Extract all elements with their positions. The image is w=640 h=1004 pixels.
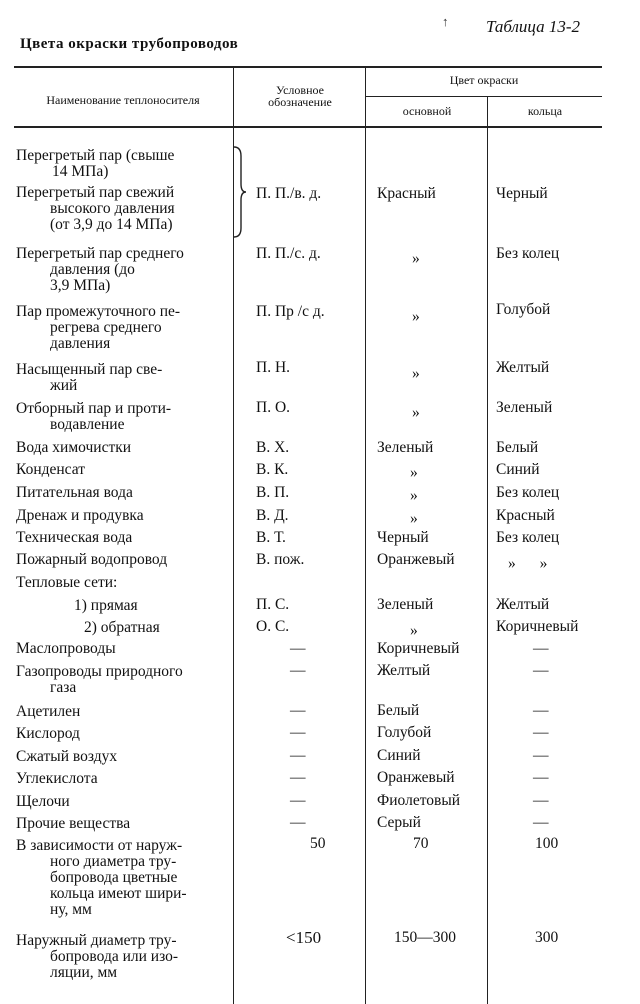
- row-name: Углекислота: [16, 770, 98, 787]
- column-divider-2: [365, 66, 366, 1004]
- row-ring-color: Без колец: [496, 245, 560, 262]
- page-mark: ↑: [442, 14, 449, 29]
- row-code: —: [290, 702, 306, 719]
- row-ring-color: —: [533, 662, 549, 679]
- row-code: В. Х.: [256, 439, 290, 456]
- row-name: Прочие вещества: [16, 815, 131, 832]
- row-ring-color: Желтый: [496, 596, 550, 613]
- row-code: <150: [286, 928, 322, 947]
- row-code: П. П./в. д.: [256, 185, 322, 202]
- row-main-color: 150—300: [394, 929, 456, 946]
- row-ring-color: —: [533, 702, 549, 719]
- row-ring-color: Голубой: [496, 301, 551, 318]
- row-ring-color: —: [533, 769, 549, 786]
- header-ring: кольца: [527, 104, 563, 118]
- row-code: —: [290, 662, 306, 679]
- row-code: —: [290, 814, 306, 831]
- row-ring-color: Белый: [496, 439, 539, 456]
- row-ring-color: Коричневый: [496, 618, 579, 635]
- row-ring-color: Черный: [496, 185, 548, 202]
- table-number: Таблица 13-2: [486, 17, 580, 36]
- row-ring-color: —: [533, 792, 549, 809]
- row-name: Конденсат: [16, 461, 85, 478]
- row-code: 50: [310, 835, 326, 852]
- header-name: [18, 94, 228, 106]
- row-name: Наружный диаметр тру- бопровода или изо- ляции, мм: [16, 932, 179, 981]
- row-ring-color: 100: [535, 835, 559, 852]
- row-code: П. О.: [256, 399, 291, 416]
- row-name: Насыщенный пар све- жий: [16, 361, 163, 394]
- row-main-color: Черный: [377, 529, 429, 546]
- row-main-color: »: [412, 365, 420, 382]
- row-code: В. П.: [256, 484, 290, 501]
- row-main-color: Оранжевый: [377, 769, 455, 786]
- row-ring-color: —: [533, 640, 549, 657]
- row-name: Пар промежуточного пе- регрева среднего давления: [16, 303, 181, 352]
- row-ring-color: Синий: [496, 461, 540, 478]
- row-name: Щелочи: [16, 793, 70, 810]
- row-main-color: »: [412, 308, 420, 325]
- row-main-color: Фиолетовый: [377, 792, 461, 809]
- table-title: Цвета окраски трубопроводов: [20, 36, 239, 52]
- row-name: Газопроводы природного газа: [16, 663, 183, 696]
- row-ring-color: Зеленый: [496, 399, 553, 416]
- row-code: П. Пр /с д.: [256, 303, 325, 320]
- row-name: Тепловые сети:: [16, 574, 118, 591]
- row-name: 1) прямая: [74, 597, 138, 614]
- table-top-rule: [14, 66, 602, 68]
- row-main-color: »: [410, 510, 418, 527]
- row-name: Пожарный водопровод: [16, 551, 168, 568]
- row-code: П. С.: [256, 596, 290, 613]
- header-code-line1: Условное: [276, 83, 324, 97]
- row-name: Питательная вода: [16, 484, 133, 501]
- row-name: Перегретый пар среднего давления (до 3,9 МПа): [16, 245, 184, 294]
- row-name: Техническая вода: [16, 529, 133, 546]
- row-ring-color: —: [533, 814, 549, 831]
- row-ring-color: Без колец: [496, 529, 560, 546]
- header-code: [236, 84, 364, 108]
- header-bottom-rule: [14, 126, 602, 128]
- row-main-color: Коричневый: [377, 640, 460, 657]
- row-ring-color: Без колец: [496, 484, 560, 501]
- row-name: 2) обратная: [84, 619, 160, 636]
- row-code: —: [290, 747, 306, 764]
- row-ring-color: —: [533, 747, 549, 764]
- row-main-color: Зеленый: [377, 596, 434, 613]
- row-code: П. Н.: [256, 359, 291, 376]
- row-main-color: Голубой: [377, 724, 432, 741]
- row-main-color: Синий: [377, 747, 421, 764]
- row-ring-color: 300: [535, 929, 559, 946]
- row-name: Перегретый пар (свыше 14 МПа): [16, 147, 175, 180]
- row-name: Маслопроводы: [16, 640, 116, 657]
- row-code: —: [290, 640, 306, 657]
- row-main-color: »: [412, 250, 420, 267]
- row-code: —: [290, 769, 306, 786]
- row-code: В. Т.: [256, 529, 286, 546]
- row-main-color: Белый: [377, 702, 420, 719]
- row-name: Перегретый пар свежий высокого давления (от 3,9 до 14 МПа): [16, 184, 175, 233]
- row-main-color: Желтый: [377, 662, 431, 679]
- row-ring-color: Желтый: [496, 359, 550, 376]
- row-code: В. Д.: [256, 507, 289, 524]
- header-code-line2: обозначение: [268, 95, 332, 109]
- header-color-group: Цвет окраски: [449, 73, 519, 87]
- color-group-rule: [366, 96, 602, 97]
- row-ring-color: —: [533, 724, 549, 741]
- row-name: Отборный пар и проти- водавление: [16, 400, 172, 433]
- row-main-color: »: [410, 622, 418, 639]
- row-name: Кислород: [16, 725, 80, 742]
- row-code: В. пож.: [256, 551, 305, 568]
- row-name: Дренаж и продувка: [16, 507, 144, 524]
- row-code: О. С.: [256, 618, 290, 635]
- row-ring-color: » »: [508, 555, 558, 572]
- row-name: Вода химочистки: [16, 439, 132, 456]
- row-name: Сжатый воздух: [16, 748, 118, 765]
- row-name: В зависимости от наруж- ного диаметра тру- бопровода цветные кольца имеют шири- ну, мм: [16, 837, 187, 918]
- row-main-color: Серый: [377, 814, 421, 831]
- row-main-color: »: [410, 487, 418, 504]
- row-main-color: Зеленый: [377, 439, 434, 456]
- row-code: —: [290, 724, 306, 741]
- row-main-color: Красный: [377, 185, 436, 202]
- row-code: В. К.: [256, 461, 289, 478]
- row-main-color: Оранжевый: [377, 551, 455, 568]
- group-brace: [232, 146, 246, 238]
- row-main-color: »: [412, 404, 420, 421]
- row-main-color: 70: [413, 835, 429, 852]
- row-code: —: [290, 792, 306, 809]
- row-ring-color: Красный: [496, 507, 555, 524]
- row-code: П. П./с. д.: [256, 245, 321, 262]
- header-name-text: Наименование теплоносителя: [46, 93, 200, 107]
- column-divider-3: [487, 96, 488, 1004]
- header-main: основной: [402, 104, 452, 118]
- row-name: Ацетилен: [16, 703, 81, 720]
- row-main-color: »: [410, 464, 418, 481]
